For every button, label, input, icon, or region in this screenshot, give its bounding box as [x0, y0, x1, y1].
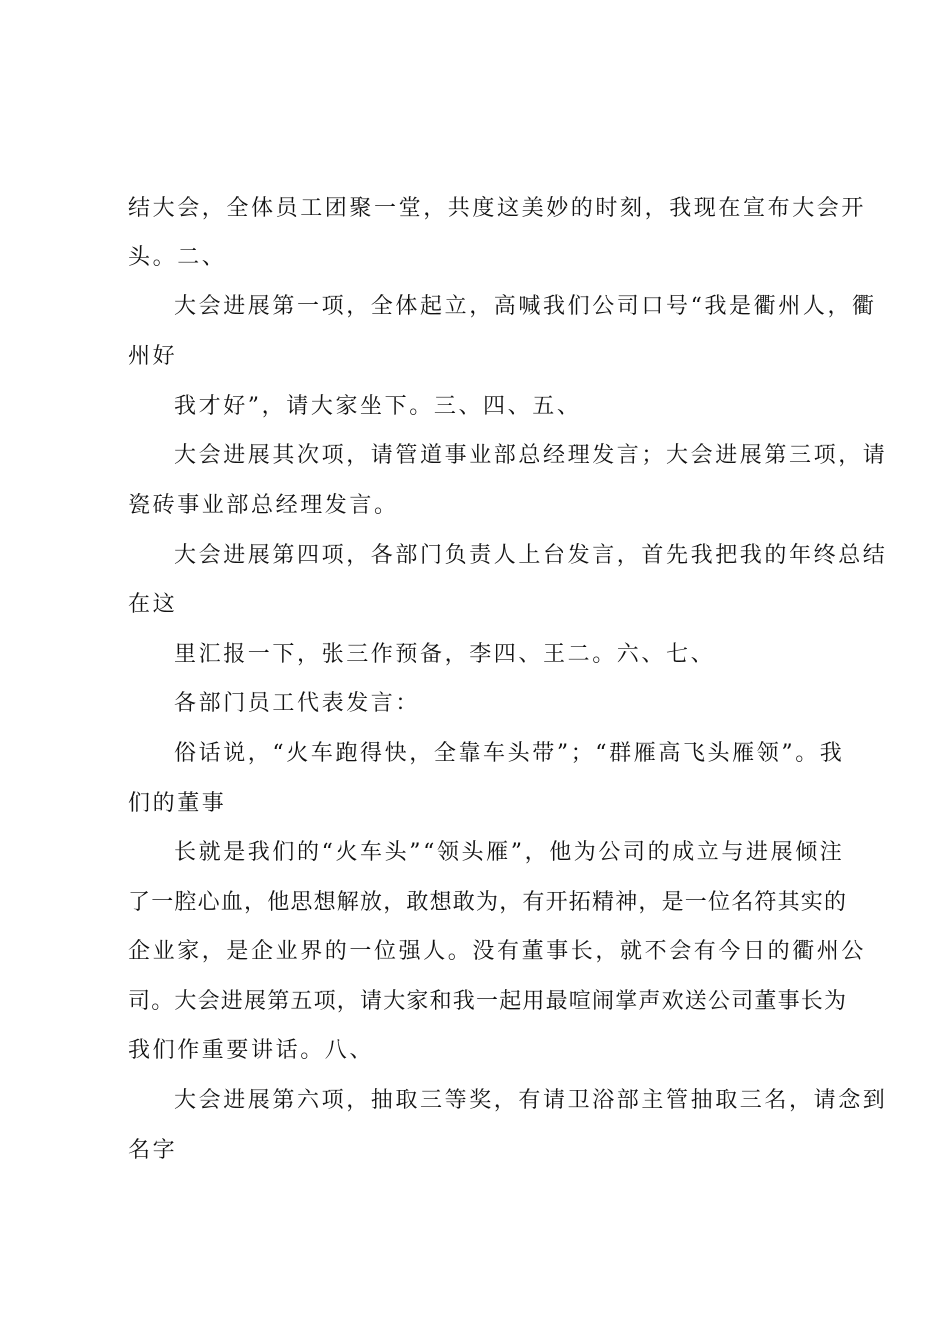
text-line: 头。二、: [128, 245, 227, 270]
paragraph-start: 长就是我们的“火车头”“领头雁”，他为公司的成立与进展倾注: [174, 840, 845, 865]
text-line: 名字: [128, 1138, 178, 1163]
paragraph-start: 俗话说，“火车跑得快，全靠车头带”；“群雁高飞头雁领”。我: [174, 741, 845, 766]
text-line: 结大会，全体员工团聚一堂，共度这美妙的时刻，我现在宣布大会开: [128, 196, 867, 221]
paragraph-start: 我才好”，请大家坐下。三、四、五、: [174, 394, 582, 419]
paragraph-start: 大会进展第六项，抽取三等奖，有请卫浴部主管抽取三名，请念到: [174, 1088, 888, 1113]
text-line: 企业家，是企业界的一位强人。没有董事长，就不会有今日的衢州公: [128, 939, 867, 964]
paragraph-start: 大会进展其次项，请管道事业部总经理发言；大会进展第三项，请: [174, 443, 888, 468]
text-line: 瓷砖事业部总经理发言。: [128, 493, 399, 518]
paragraph-start: 里汇报一下，张三作预备，李四、王二。六、七、: [174, 642, 716, 667]
text-line: 在这: [128, 592, 178, 617]
text-line: 们的董事: [128, 791, 227, 816]
paragraph-start: 各部门员工代表发言：: [174, 691, 421, 716]
text-line: 了一腔心血，他思想解放，敢想敢为，有开拓精神，是一位名符其实的: [128, 890, 848, 915]
paragraph-start: 大会进展第四项，各部门负责人上台发言，首先我把我的年终总结: [174, 543, 888, 568]
text-line: 州好: [128, 344, 178, 369]
paragraph-start: 大会进展第一项，全体起立，高喊我们公司口号“我是衢州人，衢: [174, 294, 877, 319]
text-line: 司。大会进展第五项，请大家和我一起用最喧闹掌声欢送公司董事长为: [128, 989, 848, 1014]
text-line: 我们作重要讲话。八、: [128, 1038, 375, 1063]
